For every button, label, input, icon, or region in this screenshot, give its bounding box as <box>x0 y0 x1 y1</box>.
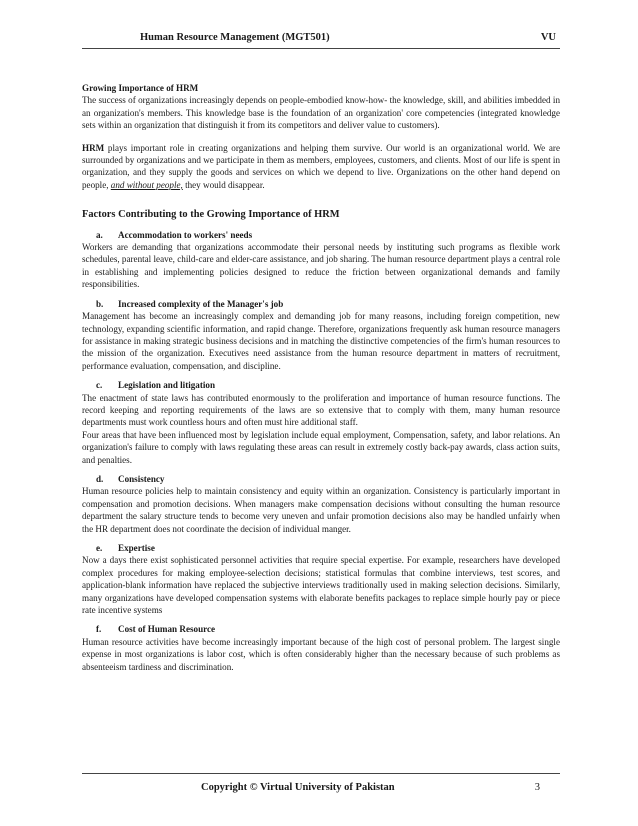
factor-letter: f. <box>96 624 102 635</box>
factor-title-text: Increased complexity of the Manager's job <box>118 298 284 309</box>
factor-title <box>82 623 560 635</box>
paragraph-2-text: plays important role in creating organizations and helping them survive. Our world is an organizational world. We are surrounded by organizations and we participate in them as members, employees, customers, and clients. Most of our life is spent in organization, and they supply the goods and services on which we depend to live. Organizations on the other hand depend on people, <box>82 142 560 190</box>
factor-paragraph: Human resource activities have become increasingly important because of the high cost of personal problem. The largest single expense in most organizations is labor cost, which is often considerably higher than the necessary because of such problems as absenteeism tardiness and discrimination. <box>82 636 560 672</box>
paragraph-2-emphasis: and without people, <box>110 179 183 190</box>
growing-importance-paragraph-1: The success of organizations increasingly depends on people-embodied know-how- the knowledge, skill, and abilities imbedded in an organization's members. This knowledge base is the foundation of an organization' core competencies (integrated knowledge sets within an organization that distinguish it from its competitors and deliver value to customers). <box>82 95 560 131</box>
factor-letter: a. <box>96 229 103 240</box>
factor-title-text: Expertise <box>118 543 155 553</box>
page-number: 3 <box>534 782 540 793</box>
factor-title <box>82 298 560 310</box>
factor-letter: b. <box>96 298 104 309</box>
header-divider <box>82 48 560 49</box>
factor-title-text: Consistency <box>118 473 165 484</box>
factor-paragraph: Workers are demanding that organizations accommodate their personal needs by instituting such programs as flexible work schedules, parental leave, child-care and elder-care assistance, and job sharing. The human resource department plays a central role in establishing and implementing policies designed to reduce the friction between organizational demands and family responsibilities. <box>82 242 560 290</box>
factor-title-text: Accommodation to workers' needs <box>118 229 253 240</box>
factor-paragraph: Management has become an increasingly complex and demanding job for many reasons, including foreign competition, new technology, expanding scientific information, and rapid change. Therefore, organizations frequently ask human resource managers for assistance in making strategic business decisions and in matching the distinctive competencies of the firm's human resources to the mission of the organization. Executives need assistance from the human resource department in matters of recruitment, performance evaluation, compensation, and discipline. <box>82 311 560 371</box>
factor-paragraph: Now a days there exist sophisticated personnel activities that require special expertise. For example, researchers have developed complex procedures for making employee-selection decisions; statistical formulas that combine interviews, test scores, and application-blank information have replaced the subjective interviews traditionally used in making selection decisions. Similarly, many organizations have developed compensation systems with elaborate benefits packages to replace simple hourly pay or piece rate incentive systems <box>82 555 560 616</box>
growing-importance-paragraph-2 <box>82 142 560 192</box>
course-title: Human Resource Management (MGT501) <box>140 32 330 43</box>
factors-heading: Factors Contributing to the Growing Importance of HRM <box>82 209 340 221</box>
factor-title-text: Cost of Human Resource <box>118 624 216 635</box>
factor-letter: d. <box>96 473 104 484</box>
footer-divider <box>82 773 560 774</box>
page-content <box>82 82 560 673</box>
factor-paragraph: Four areas that have been influenced most by legislation include equal employment, Compensation, safety, and labor relations. An organization's failure to comply with laws regulating these areas can result in extremely costly back-pay awards, class action suits, and penalties. <box>82 429 560 465</box>
paragraph-2-tail: they would disappear. <box>182 179 265 190</box>
university-code: VU <box>540 32 556 43</box>
factor-paragraph: The enactment of state laws has contributed enormously to the proliferation and importance of human resource functions. The record keeping and reporting requirements of the laws are so extensive that to comply with them, many human resource departments must work countless hours and often must hire additional staff. <box>82 392 560 428</box>
factor-title <box>82 473 560 485</box>
factor-title <box>82 542 560 554</box>
factor-title-text: Legislation and litigation <box>118 380 216 391</box>
factor-title <box>82 379 560 391</box>
hrm-lead: HRM <box>82 142 105 153</box>
copyright-notice: Copyright © Virtual University of Pakistan <box>201 782 395 793</box>
factor-letter: c. <box>96 380 103 391</box>
factor-paragraph: Human resource policies help to maintain consistency and equity within an organization. Consistency is particularly important in compensation and promotion decisions. When managers make compensation decisions without consulting the human resource department the salary structure tends to become very uneven and unfair promotion decisions also may be handled unfairly when the HR department does not coordinate the decision of individual manger. <box>82 486 560 534</box>
factor-title <box>82 229 560 241</box>
growing-importance-heading: Growing Importance of HRM <box>82 83 199 93</box>
factor-letter: e. <box>96 543 103 553</box>
factors-list <box>82 229 560 673</box>
